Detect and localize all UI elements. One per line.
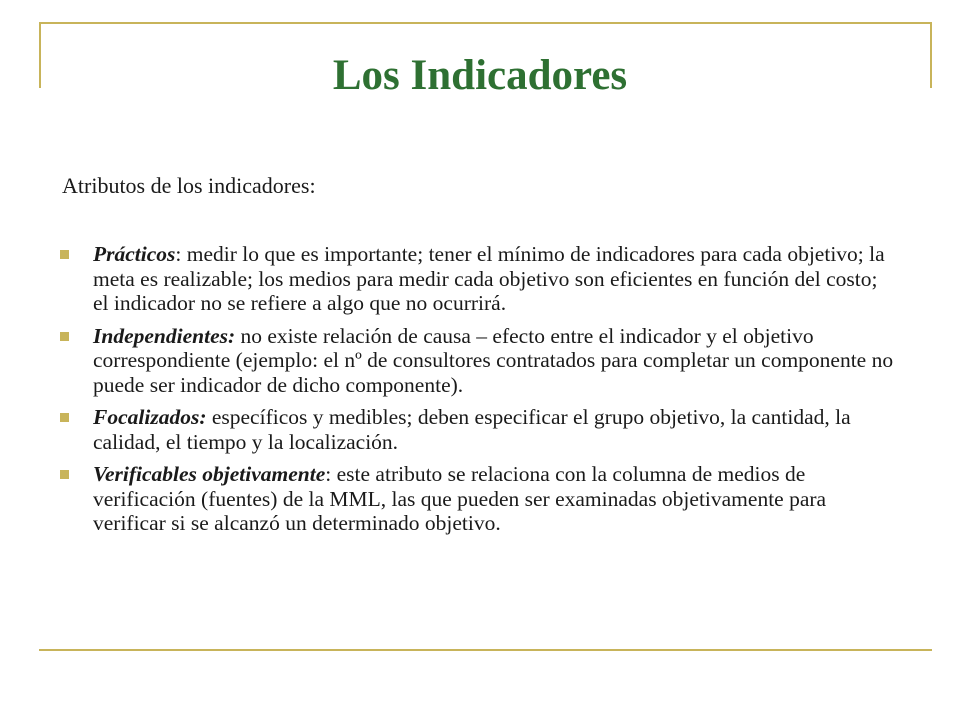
bullet-item-practicos bbox=[58, 242, 898, 316]
bullet-text: : medir lo que es importante; tener el mínimo de indicadores para cada objetivo; la meta es realizable; los medios para medir cada objetivo son eficientes en función del costo; el indicador no se refiere a algo que no ocurrirá. bbox=[93, 242, 885, 315]
bullet-term: Prácticos bbox=[93, 242, 176, 266]
bullet-item-independientes bbox=[58, 324, 898, 398]
intro-text: Atributos de los indicadores: bbox=[62, 173, 316, 198]
bullet-text: no existe relación de causa – efecto entre el indicador y el objetivo correspondiente (ejemplo: el nº de consultores contratados para completar un componente no puede ser indicador de dicho componente). bbox=[93, 323, 894, 397]
square-bullet-icon bbox=[60, 470, 69, 479]
frame-bottom-line bbox=[39, 649, 932, 651]
slide-title: Los Indicadores bbox=[332, 52, 628, 99]
square-bullet-icon bbox=[60, 250, 69, 259]
bullet-list bbox=[58, 242, 898, 544]
bullet-text: : este atributo se relaciona con la columna de medios de verificación (fuentes) de la MML, las que pueden ser examinadas objetivamente para verificar si se alcanzó un determinado objetivo. bbox=[93, 462, 827, 535]
bullet-text: específicos y medibles; deben especificar el grupo objetivo, la cantidad, la calidad, el tiempo y la localización. bbox=[93, 405, 851, 454]
square-bullet-icon bbox=[60, 413, 69, 422]
frame-top-line bbox=[39, 22, 932, 24]
bullet-term: Verificables objetivamente bbox=[93, 462, 326, 486]
square-bullet-icon bbox=[60, 332, 69, 341]
bullet-term: Focalizados: bbox=[93, 405, 207, 429]
bullet-term: Independientes: bbox=[93, 323, 236, 348]
bullet-item-verificables bbox=[58, 462, 898, 536]
bullet-item-focalizados bbox=[58, 405, 898, 454]
